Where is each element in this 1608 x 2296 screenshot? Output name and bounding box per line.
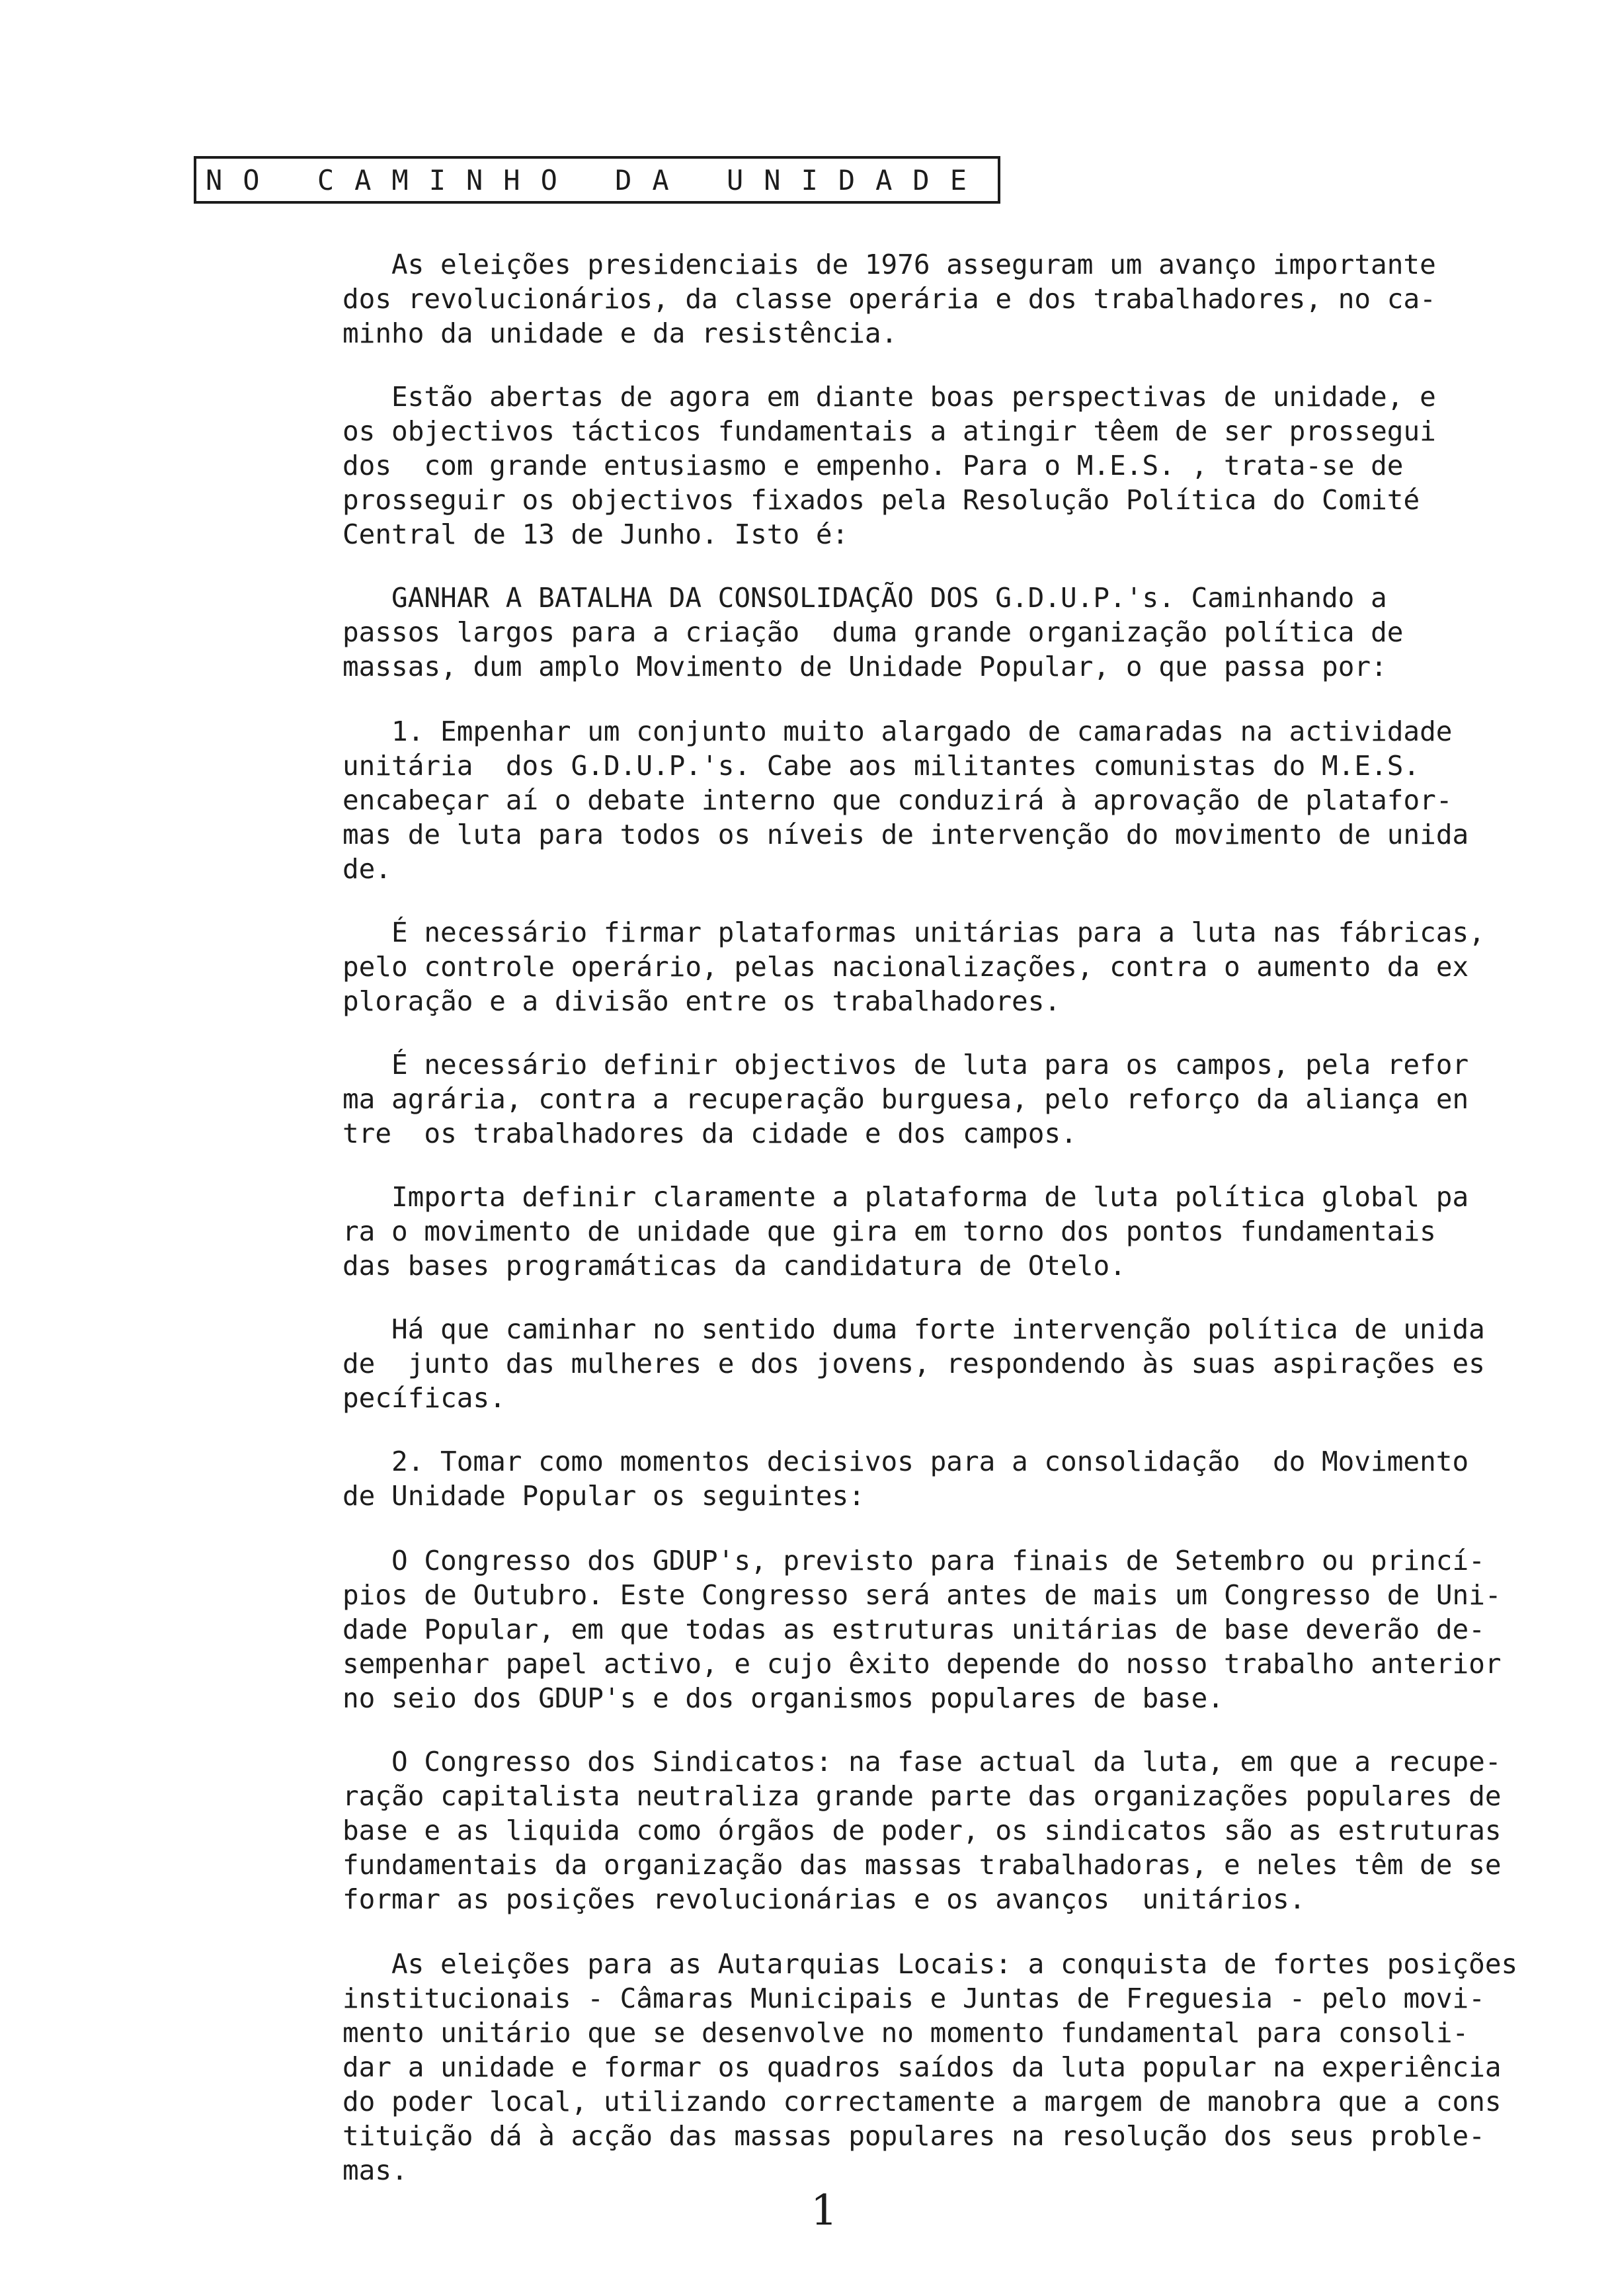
text-line: encabeçar aí o debate interno que conduzirá à aprovação de platafor- bbox=[342, 784, 1453, 816]
text-line: pecíficas. bbox=[342, 1382, 506, 1414]
text-line: mas. bbox=[342, 2154, 408, 2186]
text-line: de Unidade Popular os seguintes: bbox=[342, 1480, 865, 1512]
text-line: mas de luta para todos os níveis de intervenção do movimento de unida bbox=[342, 819, 1469, 850]
text-line: formar as posições revolucionárias e os avanços unitários. bbox=[342, 1883, 1306, 1915]
text-line: dar a unidade e formar os quadros saídos da luta popular na experiência bbox=[342, 2051, 1502, 2083]
text-line: tituição dá à acção das massas populares na resolução dos seus proble- bbox=[342, 2120, 1485, 2152]
text-line: pios de Outubro. Este Congresso será antes de mais um Congresso de Uni- bbox=[342, 1579, 1502, 1611]
text-line: unitária dos G.D.U.P.'s. Cabe aos militantes comunistas do M.E.S. bbox=[342, 750, 1420, 782]
text-line: É necessário firmar plataformas unitárias para a luta nas fábricas, bbox=[391, 917, 1485, 948]
text-line: Importa definir claramente a plataforma de luta política global pa bbox=[391, 1181, 1469, 1213]
text-line: fundamentais da organização das massas trabalhadoras, e neles têm de se bbox=[342, 1849, 1502, 1881]
text-line: sempenhar papel activo, e cujo êxito depende do nosso trabalho anterior bbox=[342, 1648, 1502, 1680]
text-line: O Congresso dos Sindicatos: na fase actual da luta, em que a recupe- bbox=[391, 1746, 1502, 1778]
text-line: tre os trabalhadores da cidade e dos campos. bbox=[342, 1118, 1077, 1149]
text-line: Estão abertas de agora em diante boas perspectivas de unidade, e bbox=[391, 381, 1436, 413]
text-line: 1. Empenhar um conjunto muito alargado de camaradas na actividade bbox=[391, 716, 1453, 747]
text-line: do poder local, utilizando correctamente a margem de manobra que a cons bbox=[342, 2086, 1502, 2117]
text-line: ra o movimento de unidade que gira em torno dos pontos fundamentais bbox=[342, 1215, 1436, 1247]
text-line: dade Popular, em que todas as estruturas unitárias de base deverão de- bbox=[342, 1614, 1485, 1645]
text-line: GANHAR A BATALHA DA CONSOLIDAÇÃO DOS G.D.U.P.'s. Caminhando a bbox=[391, 582, 1387, 614]
text-line: prosseguir os objectivos fixados pela Resolução Política do Comité bbox=[342, 484, 1420, 516]
text-line: minho da unidade e da resistência. bbox=[342, 317, 898, 349]
text-line: pelo controle operário, pelas nacionalizações, contra o aumento da ex bbox=[342, 951, 1469, 983]
text-line: mento unitário que se desenvolve no momento fundamental para consoli- bbox=[342, 2017, 1469, 2049]
text-line: ploração e a divisão entre os trabalhadores. bbox=[342, 985, 1061, 1017]
text-line: passos largos para a criação duma grande organização política de bbox=[342, 616, 1404, 648]
text-line: Há que caminhar no sentido duma forte intervenção política de unida bbox=[391, 1313, 1485, 1345]
text-line: de. bbox=[342, 853, 392, 885]
text-line: Central de 13 de Junho. Isto é: bbox=[342, 518, 849, 550]
text-line: As eleições para as Autarquias Locais: a conquista de fortes posições bbox=[391, 1948, 1518, 1980]
text-line: dos com grande entusiasmo e empenho. Para o M.E.S. , trata-se de bbox=[342, 450, 1404, 481]
text-line: de junto das mulheres e dos jovens, respondendo às suas aspirações es bbox=[342, 1348, 1485, 1379]
text-line: As eleições presidenciais de 1976 asseguram um avanço importante bbox=[391, 249, 1436, 280]
page-number: 1 bbox=[811, 2186, 838, 2235]
text-line: base e as liquida como órgãos de poder, os sindicatos são as estruturas bbox=[342, 1815, 1502, 1846]
text-line: os objectivos tácticos fundamentais a atingir têem de ser prossegui bbox=[342, 415, 1436, 447]
text-line: ma agrária, contra a recuperação burguesa, pelo reforço da aliança en bbox=[342, 1083, 1469, 1115]
text-line: massas, dum amplo Movimento de Unidade Popular, o que passa por: bbox=[342, 651, 1387, 682]
text-line: das bases programáticas da candidatura de Otelo. bbox=[342, 1250, 1126, 1282]
text-line: 2. Tomar como momentos decisivos para a consolidação do Movimento bbox=[391, 1446, 1469, 1477]
text-line: no seio dos GDUP's e dos organismos populares de base. bbox=[342, 1682, 1224, 1714]
text-line: O Congresso dos GDUP's, previsto para finais de Setembro ou princí- bbox=[391, 1545, 1485, 1577]
text-line: dos revolucionários, da classe operária e dos trabalhadores, no ca- bbox=[342, 283, 1436, 315]
document-title: NO CAMINHO DA UNIDADE bbox=[194, 156, 1000, 204]
text-line: institucionais - Câmaras Municipais e Juntas de Freguesia - pelo movi- bbox=[342, 1983, 1485, 2014]
text-line: É necessário definir objectivos de luta para os campos, pela refor bbox=[391, 1049, 1469, 1081]
text-line: ração capitalista neutraliza grande parte das organizações populares de bbox=[342, 1780, 1502, 1812]
